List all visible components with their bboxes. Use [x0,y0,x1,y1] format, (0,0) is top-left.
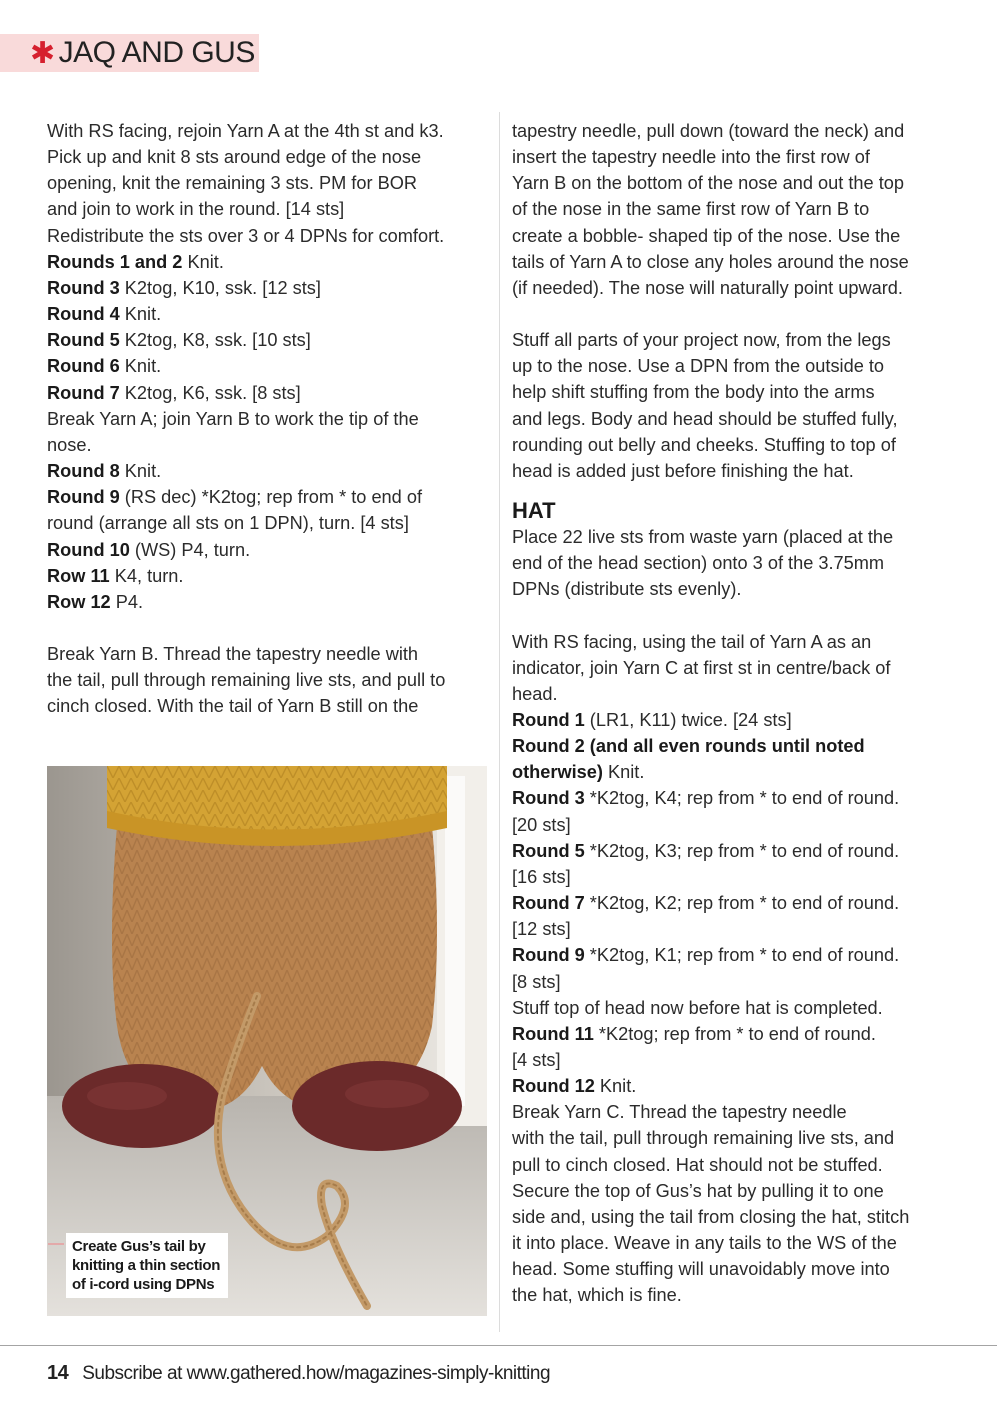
instruction-text: the hat, which is fine. [512,1285,682,1306]
text-line [47,510,487,536]
instruction-text: With RS facing, rejoin Yarn A at the 4th st and k3. [47,121,444,141]
text-line [512,1256,952,1282]
section-heading: HAT [512,498,556,524]
instruction-text: Stuff top of head now before hat is completed. [512,997,883,1018]
text-line [47,589,487,615]
instruction-text: K4, turn. [109,565,184,586]
section-header [30,34,255,72]
instruction-label: Round 2 (and all even rounds until noted [512,736,865,757]
text-line [512,1230,952,1256]
text-line [47,353,487,379]
text-line [512,1152,952,1178]
text-line [512,969,952,995]
text-line [47,432,487,458]
subscribe-link[interactable]: Subscribe at www.gathered.how/magazines-simply-knitting [82,1363,551,1384]
text-line [47,406,487,432]
instruction-text: P4. [110,591,144,612]
caption-line: Create Gus’s tail by [72,1238,206,1255]
instruction-text: Knit. [182,251,224,272]
caption-line: of i-cord using DPNs [72,1276,215,1293]
instruction-label: Round 3 [47,277,120,298]
paragraph-gap [512,301,952,327]
instruction-label: Row 11 [47,565,110,586]
instruction-text: head. [512,683,558,704]
text-line [512,1178,952,1204]
text-line [512,629,952,655]
instruction-text: round (arrange all sts on 1 DPN), turn. [4 sts] [47,513,409,534]
text-line [512,353,952,379]
instruction-text: Yarn B on the bottom of the nose and out the top [512,173,904,194]
text-line [512,838,952,864]
instruction-text: head is added just before finishing the hat. [512,460,854,481]
instruction-text: rounding out belly and cheeks. Stuffing to top of [512,434,896,455]
text-line [47,170,487,196]
instruction-label: Round 11 [512,1023,594,1044]
instruction-text: up to the nose. Use a DPN from the outside to [512,356,885,377]
instruction-text: K2tog, K8, ssk. [10 sts] [119,330,311,351]
text-line [512,890,952,916]
right-column [512,118,952,1309]
instruction-text: the tail, pull through remaining live sts, and pull to [47,670,446,691]
text-line [512,655,952,681]
instruction-text: of the nose in the same first row of Yarn B to [512,199,870,220]
asterisk-icon: ✱ [30,36,55,70]
photo-caption [66,1233,228,1298]
instruction-text: nose. [47,434,92,455]
footer-rule [0,1345,997,1346]
text-line [512,707,952,733]
instruction-text: *K2tog, K1; rep from * to end of round. [584,945,900,966]
text-line [47,537,487,563]
instruction-text: (if needed). The nose will naturally point upward. [512,277,903,298]
text-line [47,275,487,301]
instruction-text: pull to cinch closed. Hat should not be stuffed. [512,1154,883,1175]
instruction-text: [4 sts] [512,1050,561,1070]
text-line [47,118,487,144]
instruction-text: *K2tog, K3; rep from * to end of round. [584,840,900,861]
instruction-text: Redistribute the sts over 3 or 4 DPNs for comfort. [47,225,445,246]
text-line [512,550,952,576]
text-line [512,916,952,942]
page-number: 14 [47,1362,69,1384]
text-line [512,196,952,222]
instruction-text: side and, using the tail from closing the hat, stitch [512,1206,910,1227]
instruction-label: Round 6 [47,356,120,377]
text-line [512,1073,952,1099]
text-line [512,1047,952,1073]
instruction-label: Round 9 [47,487,120,508]
text-line [512,223,952,249]
text-line [47,667,487,693]
text-line [47,641,487,667]
instruction-label: Rounds 1 and 2 [47,251,183,272]
instruction-text: K2tog, K6, ssk. [8 sts] [119,382,301,403]
text-line [512,1125,952,1151]
text-line [512,249,952,275]
text-line [512,327,952,353]
instruction-text: (LR1, K11) twice. [24 sts] [584,709,792,730]
text-line [47,144,487,170]
text-line [47,458,487,484]
instruction-label: otherwise) [512,762,603,783]
instruction-label: Round 9 [512,945,585,966]
instruction-text: Knit. [594,1076,637,1097]
instruction-text: Place 22 live sts from waste yarn (placed at the [512,527,894,548]
text-line [512,733,952,759]
instruction-text: and join to work in the round. [14 sts] [47,199,345,220]
instruction-text: Secure the top of Gus’s hat by pulling it to one [512,1180,884,1201]
instruction-label: Round 4 [47,304,120,325]
instruction-text: tails of Yarn A to close any holes around the nose [512,251,909,272]
text-line [512,1021,952,1047]
text-line [47,301,487,327]
instruction-text: head. Some stuffing will unavoidably move into [512,1259,890,1280]
instruction-label: Round 5 [512,840,585,861]
caption-line: knitting a thin section [72,1257,221,1274]
text-line [512,864,952,890]
text-line [47,327,487,353]
instruction-text: with the tail, pull through remaining live sts, and [512,1128,895,1149]
instruction-label: Round 3 [512,788,585,809]
text-line [512,432,952,458]
instruction-text: end of the head section) onto 3 of the 3.75mm [512,553,885,574]
text-line [512,458,952,484]
instruction-text: DPNs (distribute sts evenly). [512,579,742,600]
left-column [47,118,487,719]
text-line [512,144,952,170]
instruction-text: tapestry needle, pull down (toward the neck) and [512,121,905,141]
text-line [512,942,952,968]
instruction-label: Round 5 [47,330,120,351]
instruction-text: Break Yarn B. Thread the tapestry needle with [47,643,419,664]
paragraph-gap [47,615,487,641]
instruction-text: [12 sts] [512,919,571,940]
text-line [47,563,487,589]
instruction-label: Round 10 [47,539,130,560]
instruction-text: opening, knit the remaining 3 sts. PM for BOR [47,173,417,194]
instruction-text: Break Yarn C. Thread the tapestry needle [512,1102,847,1123]
text-line [512,275,952,301]
instruction-text: Knit. [602,762,645,783]
instruction-text: Break Yarn A; join Yarn B to work the tip of the [47,408,419,429]
text-line [47,223,487,249]
text-line [512,1282,952,1308]
page-footer [47,1362,550,1385]
text-line [512,118,952,144]
text-line [47,693,487,719]
instruction-text: *K2tog, K2; rep from * to end of round. [584,893,900,914]
text-line [512,812,952,838]
instruction-text: and legs. Body and head should be stuffed fully, [512,408,898,429]
paragraph-gap [512,603,952,629]
instruction-text: *K2tog; rep from * to end of round. [593,1023,876,1044]
instruction-label: Round 7 [512,893,585,914]
instruction-text: Pick up and knit 8 sts around edge of the nose [47,147,422,168]
instruction-label: Round 1 [512,709,585,730]
text-line [512,1204,952,1230]
instruction-text: Stuff all parts of your project now, from the legs [512,330,891,351]
text-line [512,759,952,785]
instruction-text: Knit. [119,461,162,482]
text-line [512,170,952,196]
text-line [512,681,952,707]
instruction-label: Round 7 [47,382,120,403]
text-line [47,249,487,275]
text-line [512,1099,952,1125]
instruction-text: (WS) P4, turn. [129,539,251,560]
instruction-text: Knit. [119,356,162,377]
instruction-text: Knit. [119,304,162,325]
text-line [47,380,487,406]
instruction-text: cinch closed. With the tail of Yarn B still on the [47,696,419,717]
text-line [512,785,952,811]
instruction-text: [8 sts] [512,971,561,992]
instruction-text: K2tog, K10, ssk. [12 sts] [119,277,321,298]
instruction-label: Round 12 [512,1076,595,1097]
instruction-text: With RS facing, using the tail of Yarn A as an [512,631,872,652]
text-line [47,484,487,510]
instruction-text: help shift stuffing from the body into the arms [512,382,875,403]
text-line [512,995,952,1021]
instruction-text: indicator, join Yarn C at first st in centre/back of [512,657,891,678]
text-line [512,524,952,550]
instruction-text: [20 sts] [512,814,571,835]
instruction-text: insert the tapestry needle into the first row of [512,147,870,168]
instruction-text: create a bobble- shaped tip of the nose. Use the [512,225,901,246]
instruction-text: [16 sts] [512,866,571,887]
caption-arrow [48,1243,64,1245]
instruction-label: Row 12 [47,591,111,612]
text-line [512,406,952,432]
instruction-text: (RS dec) *K2tog; rep from * to end of [119,487,423,508]
section-title: JAQ AND GUS [58,36,255,69]
instruction-label: Round 8 [47,461,120,482]
column-divider [499,112,500,1332]
text-line [47,196,487,222]
text-line [512,576,952,602]
instruction-text: *K2tog, K4; rep from * to end of round. [584,788,900,809]
instruction-text: it into place. Weave in any tails to the WS of the [512,1233,897,1254]
text-line [512,379,952,405]
